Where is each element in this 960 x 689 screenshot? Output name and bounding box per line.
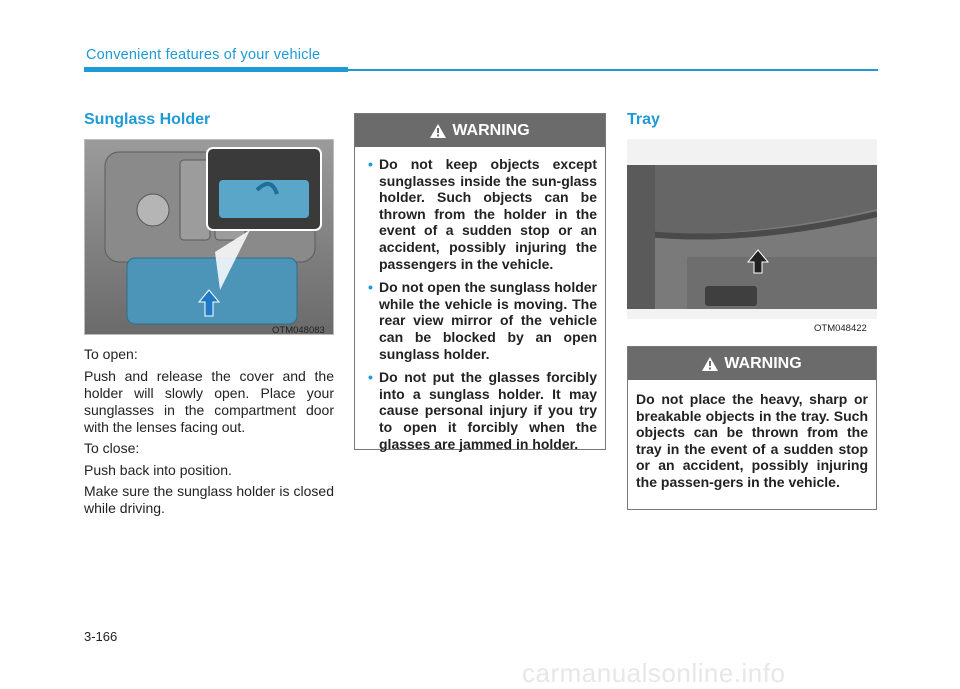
tray-warning-box — [627, 346, 877, 510]
body-paragraph: Push back into position. — [84, 461, 232, 478]
warning-heading: WARNING — [724, 354, 802, 372]
warning-item-text: Do not keep objects except sunglasses inside the sun-glass holder. Such objects can be thrown from the holder in the event of a sudden stop or an accident, possibly injuring the passengers in the vehicle. — [379, 156, 597, 272]
bullet: • — [368, 369, 373, 386]
warning-header — [355, 114, 605, 147]
body-paragraph: Make sure the sunglass holder is closed while driving. — [84, 483, 334, 516]
warning-triangle-icon — [702, 357, 718, 371]
tray-photo — [627, 139, 877, 319]
header-rule-thin — [348, 69, 878, 71]
warning-item — [369, 279, 597, 362]
tray-image-code: OTM048422 — [814, 323, 867, 334]
sunglass-holder-photo — [84, 139, 334, 335]
sunglass-image-code: OTM048083 — [272, 325, 325, 336]
body-paragraph: To open: — [84, 346, 138, 362]
bullet: • — [368, 156, 373, 172]
tray-title: Tray — [627, 111, 660, 128]
warning-item-text: Do not open the sunglass holder while the vehicle is moving. The rear view mirror of the vehicle can be blocked by an open sunglass holder. — [379, 279, 597, 362]
warning-heading: WARNING — [452, 121, 530, 139]
warning-item-text: Do not put the glasses forcibly into a sunglass holder. It may cause personal injury if you try to open it forcibly when the glasses are jammed in holder. — [379, 369, 597, 452]
warning-header — [628, 347, 876, 380]
page-number: 3-166 — [84, 629, 118, 644]
warning-item — [369, 156, 597, 272]
body-paragraph: Push and release the cover and the holder will slowly open. Place your sunglasses in the compartment door with the lenses facing out. — [84, 367, 334, 435]
warning-item — [369, 369, 597, 452]
body-paragraph: To close: — [84, 440, 140, 456]
section-header-title: Convenient features of your vehicle — [86, 47, 321, 63]
warning-text: Do not place the heavy, sharp or breakable objects in the tray. Such objects can be thrown from the tray in the event of a sudden stop or an accident, possibly injuring the passen-gers in the vehicle. — [636, 391, 868, 490]
watermark: carmanualsonline.info — [522, 658, 786, 688]
dashboard-tray-illustration — [627, 139, 877, 319]
warning-triangle-icon — [430, 124, 446, 138]
warning-list — [355, 147, 605, 452]
sunglass-holder-title: Sunglass Holder — [84, 111, 211, 128]
overhead-console-illustration — [85, 140, 334, 335]
sunglass-body-text — [84, 346, 334, 522]
bullet: • — [368, 279, 373, 296]
sunglass-warning-box — [354, 113, 606, 450]
header-rule-thick — [84, 67, 348, 72]
